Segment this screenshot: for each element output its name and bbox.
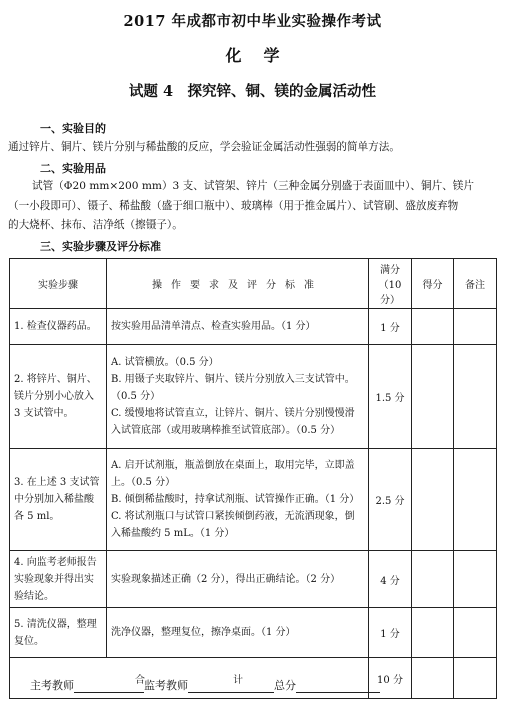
exam-title: 2017 年成都市初中毕业实验操作考试 [123,13,382,30]
full-score-cell: 1.5 分 [369,345,412,449]
chief-examiner-line [74,680,144,693]
requirement-item: A. 启开试剂瓶，瓶盖倒放在桌面上，取用完毕，立即盖上。（0.5 分） [111,460,355,488]
remarks-cell [454,345,497,449]
full-score-cell: 4 分 [369,551,412,608]
header-score: 得分 [412,259,454,309]
requirement-cell [107,551,369,608]
requirement-item: 洗净仪器，整理复位，擦净桌面。（1 分） [111,627,296,638]
total-score-label: 总分 [274,679,296,692]
full-score-cell: 1 分 [369,309,412,345]
step-cell: 4. 向监考老师报告实验现象并得出实验结论。 [10,551,107,608]
requirement-cell [107,345,369,449]
table-header-row [10,259,497,309]
proctor-line [188,680,274,693]
requirement-item: 按实验用品清单清点、检查实验用品。（1 分） [111,321,316,332]
score-cell [412,551,454,608]
requirement-item: B. 倾倒稀盐酸时，持拿试剂瓶、试管操作正确。（1 分） [111,494,360,505]
remarks-cell [454,449,497,551]
requirement-item: A. 试管横放。（0.5 分） [111,357,219,368]
chief-examiner-label: 主考教师 [30,679,74,692]
total-remarks-cell [454,658,497,699]
materials-text [8,177,496,236]
header-requirement: 操作要求及评分标准 [107,259,369,309]
scoring-table [9,258,497,699]
step-cell: 5. 清洗仪器，整理复位。 [10,608,107,658]
question-title: 试题 4 探究锌、铜、镁的金属活动性 [128,83,377,100]
purpose-text: 通过锌片、铜片、镁片分别与稀盐酸的反应，学会验证金属活动性强弱的简单方法。 [8,141,400,153]
table-row [10,608,497,658]
remarks-cell [454,309,497,345]
header-remarks: 备注 [454,259,497,309]
header-step: 实验步骤 [10,259,107,309]
full-score-cell: 2.5 分 [369,449,412,551]
signature-footer [30,677,380,693]
requirement-cell [107,449,369,551]
score-cell [412,345,454,449]
total-label-b: 计 [233,674,243,686]
requirement-item: 实验现象描述正确（2 分），得出正确结论。（2 分） [111,573,341,585]
score-cell [412,608,454,658]
header-full-score [369,259,412,309]
table-row [10,551,497,608]
purpose-heading: 一、实验目的 [40,122,106,135]
table-row [10,309,497,345]
table-row [10,345,497,449]
score-cell [412,449,454,551]
requirement-cell [107,608,369,658]
step-cell: 2. 将锌片、铜片、镁片分别小心放入 3 支试管中。 [10,345,107,449]
requirement-cell [107,309,369,345]
materials-line: 试管（Φ20 mm×200 mm）3 支、试管架、锌片（三种金属分别盛于表面皿中）、铜片、镁片 [32,180,474,192]
requirement-item: B. 用镊子夹取锌片、铜片、镁片分别放入三支试管中。（0.5 分） [111,374,355,402]
total-score-line [296,680,380,693]
total-label-a: 合 [135,674,145,686]
materials-line: 的大烧杯、抹布、洁净纸（擦镊子）。 [8,219,183,231]
requirement-item: C. 缓慢地将试管直立，让锌片、铜片、镁片分别慢慢滑入试管底部（或用玻璃棒推至试管底部）。（0.5 分） [111,408,355,436]
score-cell [412,309,454,345]
total-score-cell [412,658,454,699]
header-full-score-line1: 满分 [380,265,400,276]
total-full-score-cell: 10 分 [369,658,412,699]
subject-title: 化学 [225,46,302,65]
steps-heading: 三、实验步骤及评分标准 [40,240,161,253]
remarks-cell [454,608,497,658]
full-score-cell: 1 分 [369,608,412,658]
remarks-cell [454,551,497,608]
step-cell: 1. 检查仪器药品。 [10,309,107,345]
requirement-item: C. 将试剂瓶口与试管口紧挨倾倒药液，无流洒现象，倒入稀盐酸约 5 mL。（1 分） [111,511,355,539]
header-full-score-line2: （10 分） [378,280,402,306]
materials-heading: 二、实验用品 [40,162,106,175]
step-cell: 3. 在上述 3 支试管中分别加入稀盐酸各 5 ml。 [10,449,107,551]
proctor-label: 监考教师 [144,679,188,692]
table-row [10,449,497,551]
materials-line: （一小段即可）、镊子、稀盐酸（盛于细口瓶中）、玻璃棒（用于推金属片）、试管刷、盛放废弃物 [8,199,459,212]
